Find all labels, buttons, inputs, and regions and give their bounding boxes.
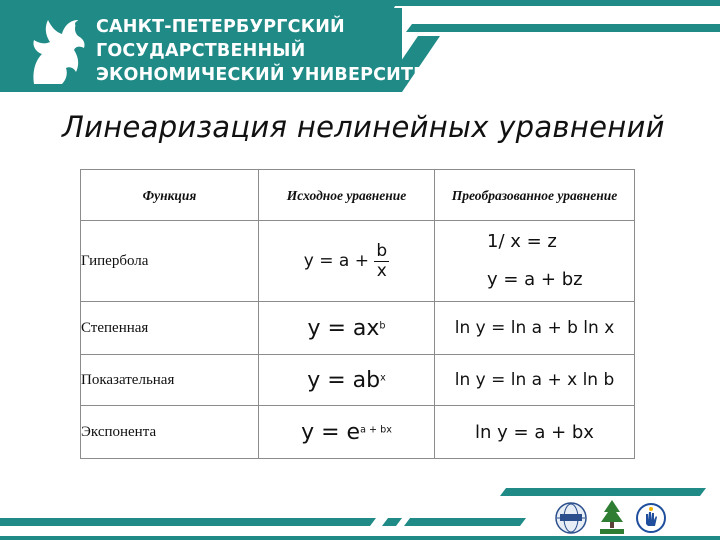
transformed-equation: 1/ x = z y = a + bz bbox=[435, 221, 635, 302]
transformed-equation: ln y = a + bx bbox=[435, 406, 635, 459]
header-function: Функция bbox=[81, 170, 259, 221]
table-header-row bbox=[81, 170, 635, 221]
university-name-line-1: САНКТ-ПЕТЕРБУРГСКИЙ bbox=[96, 17, 345, 37]
original-equation: $y = e^{a + bx}$ bbox=[259, 406, 435, 459]
linearization-table bbox=[80, 169, 635, 459]
table-row bbox=[81, 221, 635, 302]
hand-emblem-icon bbox=[636, 502, 666, 534]
table-row bbox=[81, 406, 635, 459]
original-equation: $y = ab^x$ bbox=[259, 355, 435, 406]
transformed-equation: ln y = ln a + x ln b bbox=[435, 355, 635, 406]
slide-title: Линеаризация нелинейных уравнений bbox=[62, 110, 665, 144]
header-transformed-equation: Преобразованное уравнение bbox=[435, 170, 635, 221]
tree-emblem-icon bbox=[596, 498, 628, 536]
function-name: Экспонента bbox=[81, 406, 259, 459]
original-equation: $y = ax^b$ bbox=[259, 302, 435, 355]
function-name: Показательная bbox=[81, 355, 259, 406]
university-name-line-3: ЭКОНОМИЧЕСКИЙ УНИВЕРСИТЕТ bbox=[96, 65, 438, 85]
transformed-equation: ln y = ln a + b ln x bbox=[435, 302, 635, 355]
university-name-line-2: ГОСУДАРСТВЕННЫЙ bbox=[96, 41, 306, 61]
function-name: Гипербола bbox=[81, 221, 259, 302]
fraction: $\frac{b}{x}$ bbox=[376, 240, 388, 281]
globe-emblem-icon bbox=[555, 502, 587, 534]
original-equation: y = a + $\frac{b}{x}$ bbox=[259, 221, 435, 302]
griffin-logo bbox=[22, 10, 92, 86]
table-row bbox=[81, 302, 635, 355]
table-row bbox=[81, 355, 635, 406]
header-original-equation: Исходное уравнение bbox=[259, 170, 435, 221]
function-name: Степенная bbox=[81, 302, 259, 355]
